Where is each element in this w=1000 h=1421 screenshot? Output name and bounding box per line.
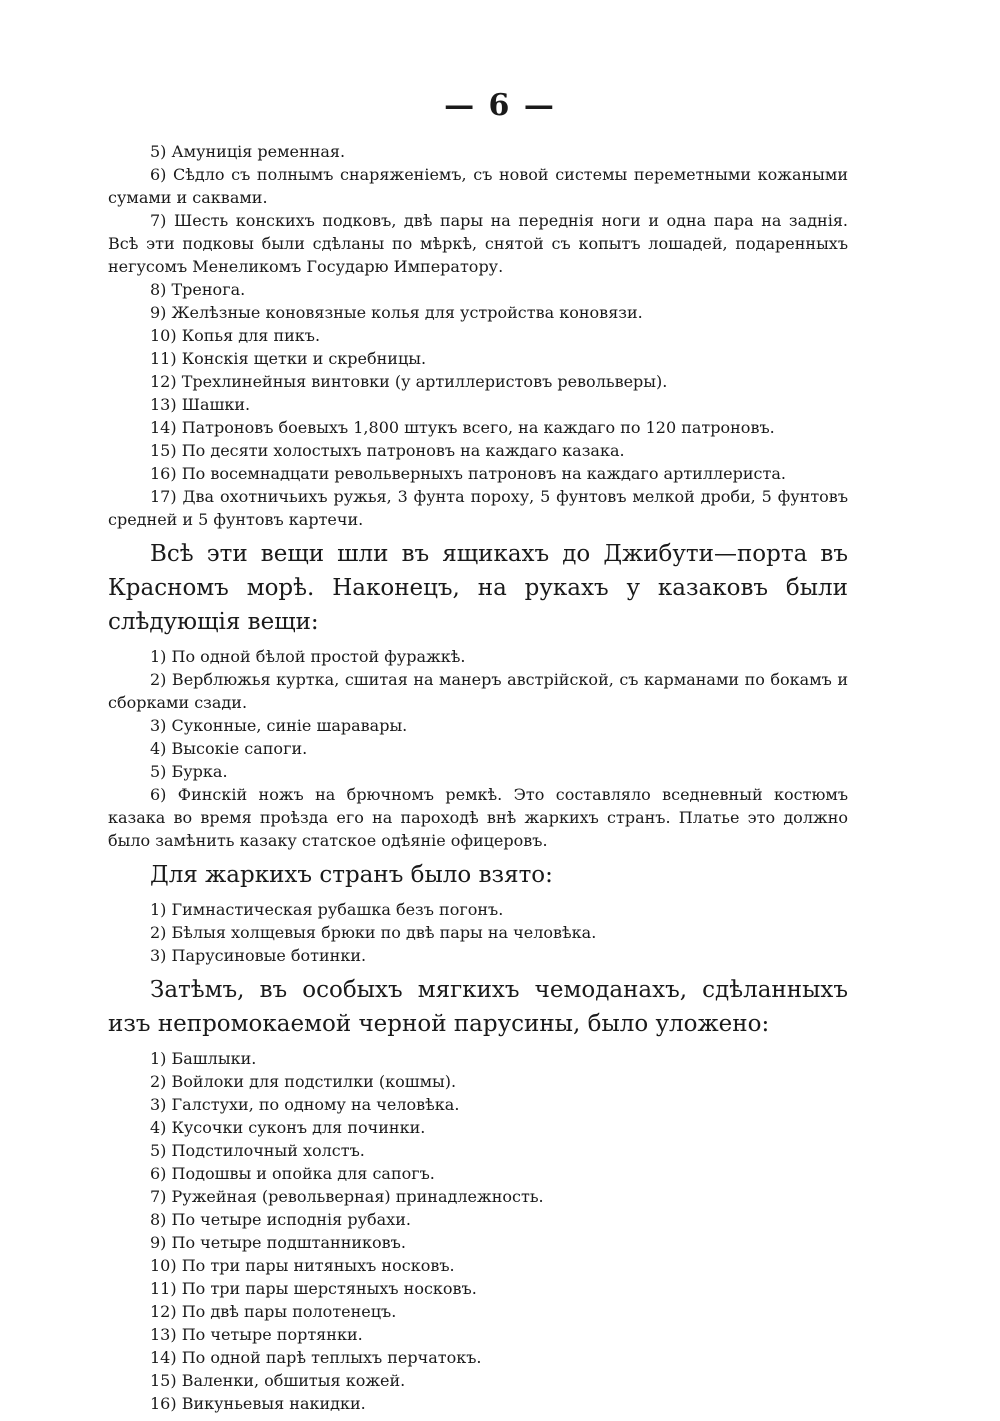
- hot-countries-list: [108, 898, 848, 967]
- list-item: 9) Желѣзные коновязные колья для устройства коновязи.: [150, 303, 643, 322]
- list-item: 16) По восемнадцати револьверныхъ патроновъ на каждаго артиллериста.: [150, 464, 786, 483]
- list-item: 10) По три пары нитяныхъ носковъ.: [150, 1256, 455, 1275]
- list-item: 14) По одной парѣ теплыхъ перчатокъ.: [150, 1348, 482, 1367]
- list-item: 13) Шашки.: [150, 395, 251, 414]
- list-item: 8) Тренога.: [150, 280, 246, 299]
- list-item: 1) По одной бѣлой простой фуражкѣ.: [150, 647, 466, 666]
- list-item: 17) Два охотничьихъ ружья, 3 фунта пороху, 5 фунтовъ мелкой дроби, 5 фунтовъ средней и 5 фунтовъ картечи.: [108, 487, 848, 529]
- list-item: 6) Сѣдло съ полнымъ снаряженіемъ, съ новой системы переметными кожаными сумами и саквами.: [108, 165, 848, 207]
- list-item: 3) Парусиновые ботинки.: [150, 946, 367, 965]
- paragraph-boxes: Всѣ эти вещи шли въ ящикахъ до Джибути—порта въ Красномъ морѣ. Наконецъ, на рукахъ у казаковъ были слѣдующія вещи:: [108, 541, 848, 635]
- list-item: 5) Подстилочный холстъ.: [150, 1141, 365, 1160]
- list-item: 5) Амуниція ременная.: [150, 142, 346, 161]
- list-item: 7) Ружейная (револьверная) принадлежность.: [150, 1187, 544, 1206]
- list-item: 6) Финскій ножъ на брючномъ ремкѣ. Это составляло вседневный костюмъ казака во время проѣзда его на пароходѣ внѣ жаркихъ странъ. Платье это должно было замѣнить казаку статское одѣяніе офицеровъ.: [108, 785, 848, 850]
- list-item: 4) Высокіе сапоги.: [150, 739, 308, 758]
- list-item: 6) Подошвы и опойка для сапогъ.: [150, 1164, 435, 1183]
- list-item: 15) По десяти холостыхъ патроновъ на каждаго казака.: [150, 441, 625, 460]
- list-item: 1) Башлыки.: [150, 1049, 257, 1068]
- list-item: 12) Трехлинейныя винтовки (у артиллеристовъ револьверы).: [150, 372, 668, 391]
- paragraph-suitcases: Затѣмъ, въ особыхъ мягкихъ чемоданахъ, сдѣланныхъ изъ непромокаемой черной парусины, было уложено:: [108, 977, 848, 1037]
- list-item: 2) Бѣлыя холщевыя брюки по двѣ пары на человѣка.: [150, 923, 597, 942]
- list-item: 2) Верблюжья куртка, сшитая на манеръ австрійской, съ карманами по бокамъ и сборками сзади.: [108, 670, 848, 712]
- list-item: 4) Кусочки суконъ для починки.: [150, 1118, 426, 1137]
- list-item: 9) По четыре подштанниковъ.: [150, 1233, 406, 1252]
- suitcase-items-list: [108, 1047, 848, 1415]
- list-item: 1) Гимнастическая рубашка безъ погонъ.: [150, 900, 504, 919]
- list-item: 5) Бурка.: [150, 762, 228, 781]
- list-item: 12) По двѣ пары полотенецъ.: [150, 1302, 397, 1321]
- page-content: [108, 140, 848, 1421]
- list-item: 11) По три пары шерстяныхъ носковъ.: [150, 1279, 477, 1298]
- list-item: 8) По четыре исподнія рубахи.: [150, 1210, 411, 1229]
- carried-items-list: [108, 645, 848, 852]
- list-item: 11) Конскія щетки и скребницы.: [150, 349, 427, 368]
- list-item: 13) По четыре портянки.: [150, 1325, 363, 1344]
- list-item: 16) Викуньевыя накидки.: [150, 1394, 366, 1413]
- list-item: 14) Патроновъ боевыхъ 1,800 штукъ всего, на каждаго по 120 патроновъ.: [150, 418, 775, 437]
- list-item: 3) Суконные, синіе шаравары.: [150, 716, 408, 735]
- paragraph-hot-countries: Для жаркихъ странъ было взято:: [150, 862, 553, 888]
- list-item: 3) Галстухи, по одному на человѣка.: [150, 1095, 460, 1114]
- list-item: 10) Копья для пикъ.: [150, 326, 321, 345]
- list-item: 2) Войлоки для подстилки (кошмы).: [150, 1072, 457, 1091]
- list-item: 7) Шесть конскихъ подковъ, двѣ пары на переднія ноги и одна пара на заднія. Всѣ эти подковы были сдѣланы по мѣркѣ, снятой съ копытъ лошадей, подаренныхъ негусомъ Менеликомъ Государю Императору.: [108, 211, 848, 276]
- page-number: — 6 —: [444, 88, 556, 123]
- list-item: 15) Валенки, обшитыя кожей.: [150, 1371, 406, 1390]
- ammunition-list: [108, 140, 848, 531]
